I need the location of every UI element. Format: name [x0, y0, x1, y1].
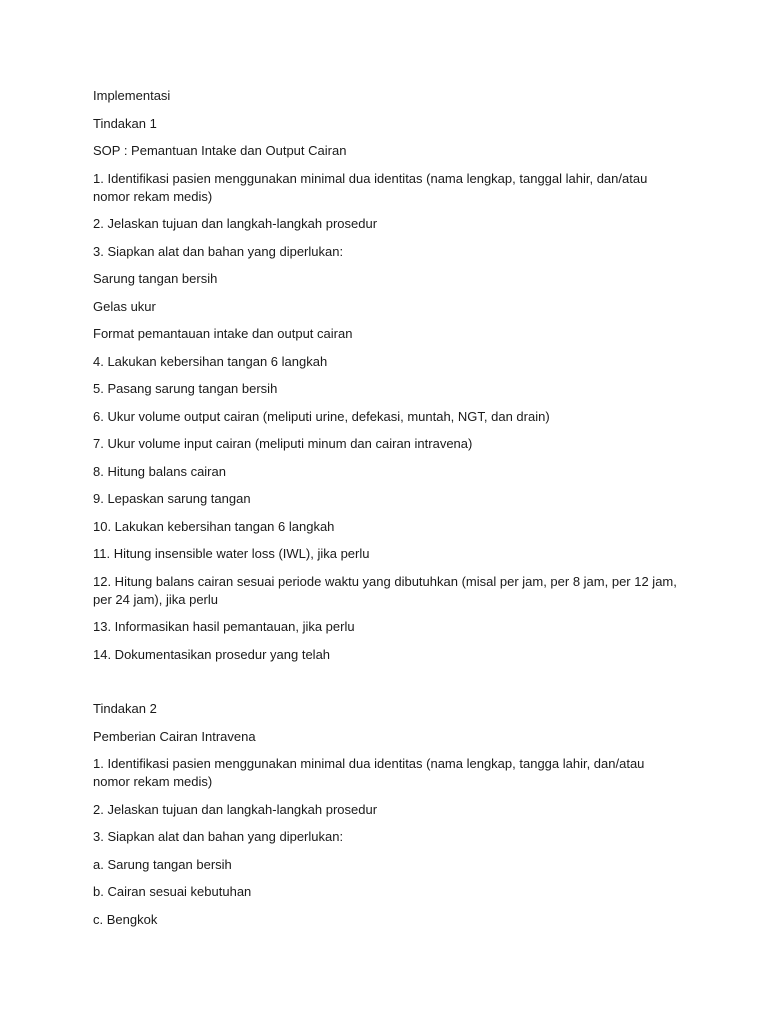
tindakan-1-step: 9. Lepaskan sarung tangan	[93, 491, 251, 506]
tindakan-1-step: 14. Dokumentasikan prosedur yang telah	[93, 646, 331, 662]
tindakan-1-step: 2. Jelaskan tujuan dan langkah-langkah prosedur	[93, 216, 378, 231]
tindakan-1-step: 3. Siapkan alat dan bahan yang diperlukan:	[93, 243, 344, 259]
tindakan-2-step: 1. Identifikasi pasien menggunakan minimal dua identitas (nama lengkap, tangga lahir, dan/atau nomor rekam medis)	[93, 756, 645, 789]
tindakan-1-step: 12. Hitung balans cairan sesuai periode waktu yang dibutuhkan (misal per jam, per 8 jam, per 12 jam, per 24 jam), jika perlu	[93, 573, 677, 607]
blank-line	[93, 673, 683, 700]
tindakan-1-step: 4. Lakukan kebersihan tangan 6 langkah	[93, 353, 328, 369]
document-heading: Implementasi	[93, 88, 171, 103]
tindakan-1-step: 1. Identifikasi pasien menggunakan minimal dua identitas (nama lengkap, tanggal lahir, dan/atau nomor rekam medis)	[93, 170, 648, 204]
tindakan-1-step: 13. Informasikan hasil pemantauan, jika perlu	[93, 619, 355, 634]
tindakan-1-step: Sarung tangan bersih	[93, 271, 218, 286]
tindakan-2-title: Tindakan 2	[93, 701, 157, 716]
tindakan-1-sop: SOP : Pemantuan Intake dan Output Cairan	[93, 143, 347, 158]
tindakan-1-title: Tindakan 1	[93, 115, 157, 131]
tindakan-2-step: b. Cairan sesuai kebutuhan	[93, 884, 252, 899]
tindakan-2-step: 2. Jelaskan tujuan dan langkah-langkah prosedur	[93, 801, 378, 817]
document-content	[93, 87, 683, 938]
tindakan-2-step: a. Sarung tangan bersih	[93, 856, 232, 872]
tindakan-1-step: Gelas ukur	[93, 298, 156, 314]
tindakan-1-step: 8. Hitung balans cairan	[93, 463, 226, 479]
tindakan-1-step: Format pemantauan intake dan output cairan	[93, 326, 353, 341]
tindakan-1-step: 5. Pasang sarung tangan bersih	[93, 381, 278, 396]
tindakan-2-step: c. Bengkok	[93, 911, 158, 927]
tindakan-1-step: 11. Hitung insensible water loss (IWL), jika perlu	[93, 546, 370, 561]
tindakan-2-step: 3. Siapkan alat dan bahan yang diperlukan:	[93, 829, 344, 844]
tindakan-1-step: 6. Ukur volume output cairan (meliputi urine, defekasi, muntah, NGT, dan drain)	[93, 408, 550, 424]
tindakan-1-step: 10. Lakukan kebersihan tangan 6 langkah	[93, 518, 335, 534]
tindakan-2-subtitle: Pemberian Cairan Intravena	[93, 728, 256, 744]
tindakan-1-step: 7. Ukur volume input cairan (meliputi minum dan cairan intravena)	[93, 436, 473, 451]
